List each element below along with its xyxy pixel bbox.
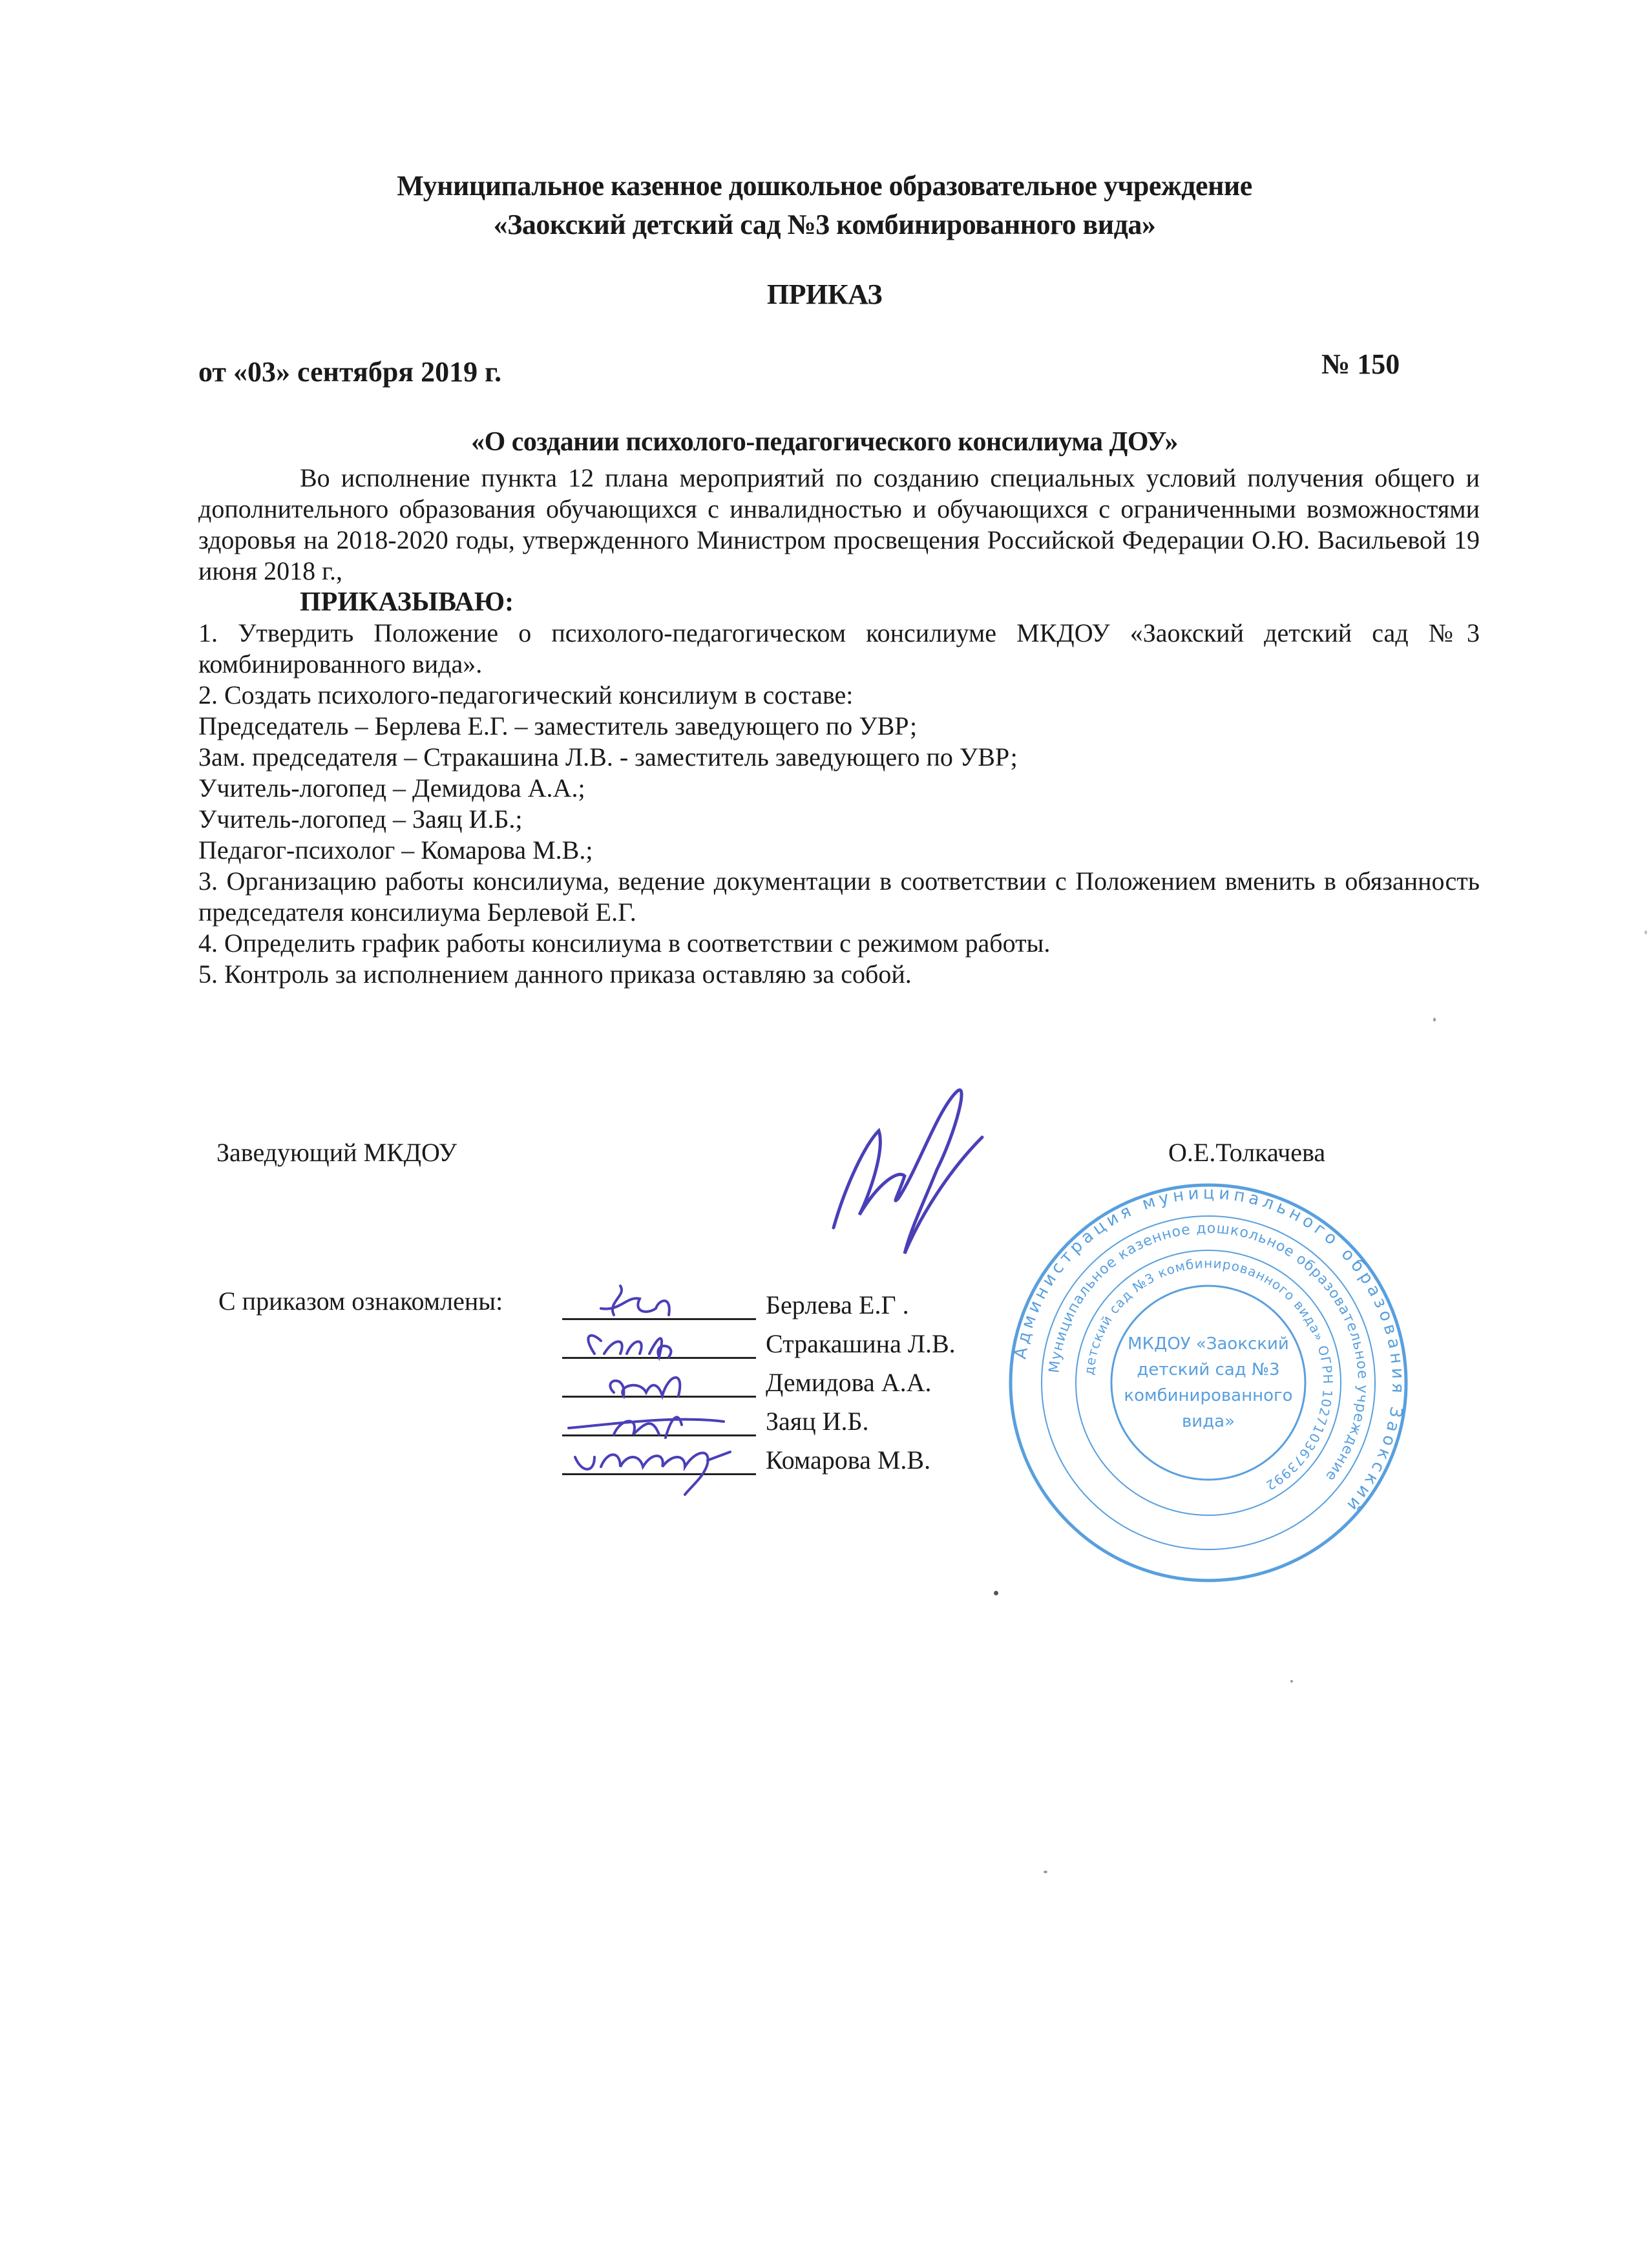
order-item-3: 3. Организацию работы консилиума, ведение документации в соответствии с Положением вменить в обязанность председателя консилиума Берлевой Е.Г. <box>198 866 1480 927</box>
signatory-name: О.Е.Толкачева <box>1168 1138 1326 1167</box>
stamp-center-line: комбинированного <box>1124 1386 1293 1405</box>
member-speech-therapist-1: Учитель-логопед – Демидова А.А.; <box>198 773 585 803</box>
order-word: ПРИКАЗЫВАЮ: <box>300 587 514 617</box>
order-date: от «03» сентября 2019 г. <box>198 356 502 388</box>
signature-strakashina <box>588 1336 671 1357</box>
official-stamp <box>1008 1182 1409 1583</box>
org-name-line-2: «Заокский детский сад №3 комбинированного вида» <box>493 209 1156 240</box>
scan-speck <box>1044 1871 1047 1873</box>
acknowledged-name: Демидова А.А. <box>766 1368 932 1397</box>
signatory-position: Заведующий МКДОУ <box>216 1138 457 1167</box>
signature-demidova <box>610 1378 680 1396</box>
stamp-center-ring <box>1111 1286 1305 1480</box>
stamp-inner-ring <box>1076 1250 1341 1515</box>
signature-komarova <box>575 1452 730 1495</box>
scan-speck <box>1433 1018 1436 1022</box>
scan-speck <box>1644 930 1647 934</box>
member-chair: Председатель – Берлева Е.Г. – заместитель заведующего по УВР; <box>198 711 918 740</box>
stamp-center-line: вида» <box>1181 1412 1235 1431</box>
stamp-outer-text: Администрация муниципального образования Заокский <box>1011 1183 1408 1518</box>
signature-zayats <box>569 1417 724 1438</box>
preamble-paragraph: Во исполнение пункта 12 плана мероприятий по созданию специальных условий получения общего и дополнительного образования обучающихся с инвалидностью и обучающихся с ограниченными возможностями здоровья на 2018-2020 годы, утвержденного Министром просвещения Российской Федерации О.Ю. Васильевой 19 июня 2018 г., <box>198 463 1480 585</box>
signature-berleva <box>601 1286 669 1315</box>
acknowledged-label: С приказом ознакомлены: <box>218 1286 503 1316</box>
scan-speck <box>1290 1680 1293 1683</box>
order-item-5: 5. Контроль за исполнением данного приказа оставляю за собой. <box>198 960 912 989</box>
org-name-line-1: Муниципальное казенное дошкольное образовательное учреждение <box>397 170 1252 202</box>
member-psychologist: Педагог-психолог – Комарова М.В.; <box>198 835 593 865</box>
acknowledged-name: Заяц И.Б. <box>766 1407 869 1436</box>
stamp-center-line: детский сад №3 <box>1137 1360 1280 1380</box>
head-signature-scribble <box>808 1066 1014 1260</box>
scan-speck <box>994 1591 998 1595</box>
acknowledgement-signatures <box>556 1283 762 1496</box>
order-item-2: 2. Создать психолого-педагогический консилиум в составе: <box>198 680 854 709</box>
stamp-center-line: МКДОУ «Заокский <box>1128 1334 1289 1354</box>
acknowledged-name: Комарова М.В. <box>766 1445 931 1475</box>
member-deputy-chair: Зам. председателя – Стракашина Л.В. - заместитель заведующего по УВР; <box>198 742 1018 772</box>
order-item-1: 1. Утвердить Положение о психолого-педагогическом консилиуме МКДОУ «Заокский детский сад №3 комбинированного вида». <box>198 618 1480 678</box>
stamp-ring2-text: Муниципальное казенное дошкольное образовательное учреждение <box>1046 1220 1371 1485</box>
order-subject: «О создании психолого-педагогического консилиума ДОУ» <box>471 427 1178 457</box>
order-body <box>198 463 1480 990</box>
order-number: № 150 <box>1321 348 1400 380</box>
order-item-4: 4. Определить график работы консилиума в соответствии с режимом работы. <box>198 929 1051 958</box>
acknowledged-name: Стракашина Л.В. <box>766 1329 956 1358</box>
member-speech-therapist-2: Учитель-логопед – Заяц И.Б.; <box>198 804 523 834</box>
acknowledged-name: Берлева Е.Г . <box>766 1290 909 1319</box>
document-type-title: ПРИКАЗ <box>766 278 883 310</box>
stamp-ring3-text: детский сад №3 комбинированного вида» ОГРН 1027103673992 <box>1081 1255 1336 1494</box>
